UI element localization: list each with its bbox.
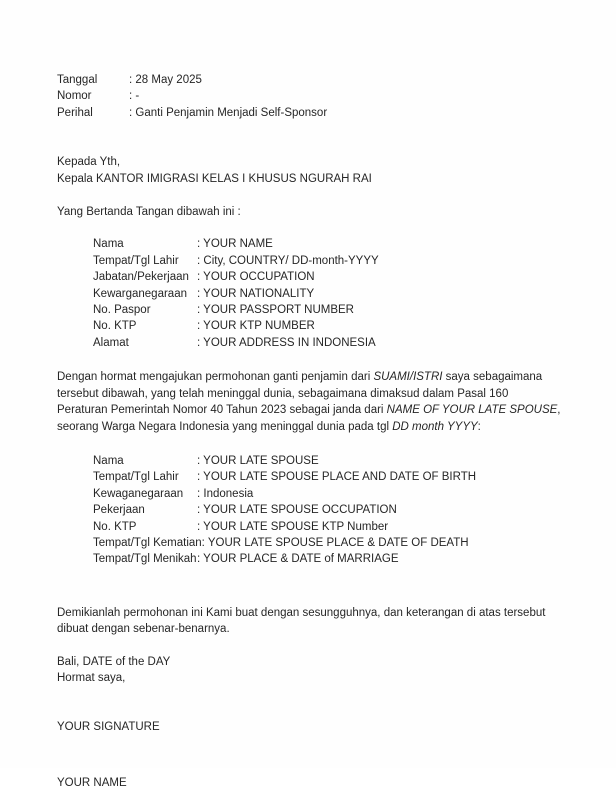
meta-value: : 28 May 2025 xyxy=(129,74,202,86)
detail-label: No. KTP xyxy=(93,320,137,333)
detail-label: Pekerjaan xyxy=(93,504,145,517)
meta-value: : - xyxy=(129,90,140,103)
signature-salutation: Hormat saya, xyxy=(57,671,126,684)
meta-row xyxy=(57,88,562,104)
detail-value: : YOUR NATIONALITY xyxy=(197,287,315,300)
detail-value: : City, COUNTRY/ DD-month-YYYY xyxy=(197,254,379,267)
meta-label: Nomor xyxy=(57,90,92,103)
detail-value: : YOUR PASSPORT NUMBER xyxy=(197,304,354,317)
request-paragraph: Dengan hormat mengajukan permohonan ganti penjamin dari SUAMI/ISTRI saya sebagaimana tersebut dibawah, yang telah meninggal dunia, sebagaimana dimaksud dalam Pasal 160 Peraturan Pemerintah Nomor 40 Tahun 2023 sebagai janda dari NAME OF YOUR LATE SPOUSE, seorang Warga Negara Indonesia yang meninggal dunia pada tgl DD month YYYY: xyxy=(57,371,561,433)
closing-paragraph: Demikianlah permohonan ini Kami buat dengan sesungguhnya, dan keterangan di atas tersebut dibuat dengan sebenar-benarnya. xyxy=(57,606,546,636)
spouse-details-block xyxy=(93,453,562,568)
detail-value: : YOUR ADDRESS IN INDONESIA xyxy=(197,336,376,349)
detail-value: : YOUR LATE SPOUSE xyxy=(197,454,319,467)
letter-meta-block xyxy=(57,72,562,121)
spouse-detail-row xyxy=(93,469,562,485)
detail-label: No. KTP xyxy=(93,520,137,533)
applicant-detail-row xyxy=(93,302,562,318)
recipient-block xyxy=(57,154,562,187)
detail-label: No. Paspor xyxy=(93,304,151,317)
detail-value: : YOUR LATE SPOUSE PLACE & DATE OF DEATH xyxy=(201,536,469,549)
spouse-detail-row xyxy=(93,502,562,518)
detail-label: Tempat/Tgl Menikah xyxy=(93,553,197,566)
detail-label: Nama xyxy=(93,238,124,251)
meta-row xyxy=(57,105,562,121)
spouse-detail-row xyxy=(93,519,562,535)
detail-label: Jabatan/Pekerjaan xyxy=(93,271,189,284)
opening-line: Yang Bertanda Tangan dibawah ini : xyxy=(57,206,241,219)
spouse-detail-row xyxy=(93,486,562,502)
detail-value: : YOUR LATE SPOUSE PLACE AND DATE OF BIRTH xyxy=(197,471,477,484)
applicant-detail-row xyxy=(93,286,562,302)
meta-row xyxy=(57,72,562,88)
applicant-detail-row xyxy=(93,269,562,285)
signatory-name: YOUR NAME xyxy=(57,776,127,789)
detail-label: Alamat xyxy=(93,336,129,349)
detail-value: : YOUR OCCUPATION xyxy=(197,271,315,284)
detail-value: : YOUR LATE SPOUSE OCCUPATION xyxy=(197,504,397,517)
recipient-salutation: Kepada Yth, xyxy=(57,156,121,169)
applicant-detail-row xyxy=(93,253,562,269)
applicant-detail-row xyxy=(93,318,562,334)
meta-value: : Ganti Penjamin Menjadi Self-Sponsor xyxy=(129,106,328,119)
meta-label: Tanggal xyxy=(57,74,98,86)
spouse-detail-row xyxy=(93,453,562,469)
meta-label: Perihal xyxy=(57,106,93,119)
applicant-details-block xyxy=(93,236,562,351)
detail-label: Tempat/Tgl Kematian xyxy=(93,536,202,549)
detail-label: Tempat/Tgl Lahir xyxy=(93,471,179,484)
detail-value: : Indonesia xyxy=(197,487,254,500)
detail-value: : YOUR NAME xyxy=(197,238,273,251)
signature-placeholder: YOUR SIGNATURE xyxy=(57,721,160,734)
recipient-office: Kepala KANTOR IMIGRASI KELAS I KHUSUS NGURAH RAI xyxy=(57,172,372,185)
applicant-detail-row xyxy=(93,335,562,351)
applicant-detail-row xyxy=(93,236,562,252)
detail-value: : YOUR PLACE & DATE of MARRIAGE xyxy=(197,553,399,566)
detail-value: : YOUR KTP NUMBER xyxy=(197,320,315,333)
detail-label: Nama xyxy=(93,454,124,467)
spouse-detail-row xyxy=(93,535,562,551)
detail-value: : YOUR LATE SPOUSE KTP Number xyxy=(197,520,389,533)
detail-label: Tempat/Tgl Lahir xyxy=(93,254,179,267)
spouse-detail-row xyxy=(93,551,562,567)
detail-label: Kewaganegaraan xyxy=(93,487,184,500)
signature-place-date: Bali, DATE of the DAY xyxy=(57,655,171,668)
detail-label: Kewarganegaraan xyxy=(93,287,187,300)
